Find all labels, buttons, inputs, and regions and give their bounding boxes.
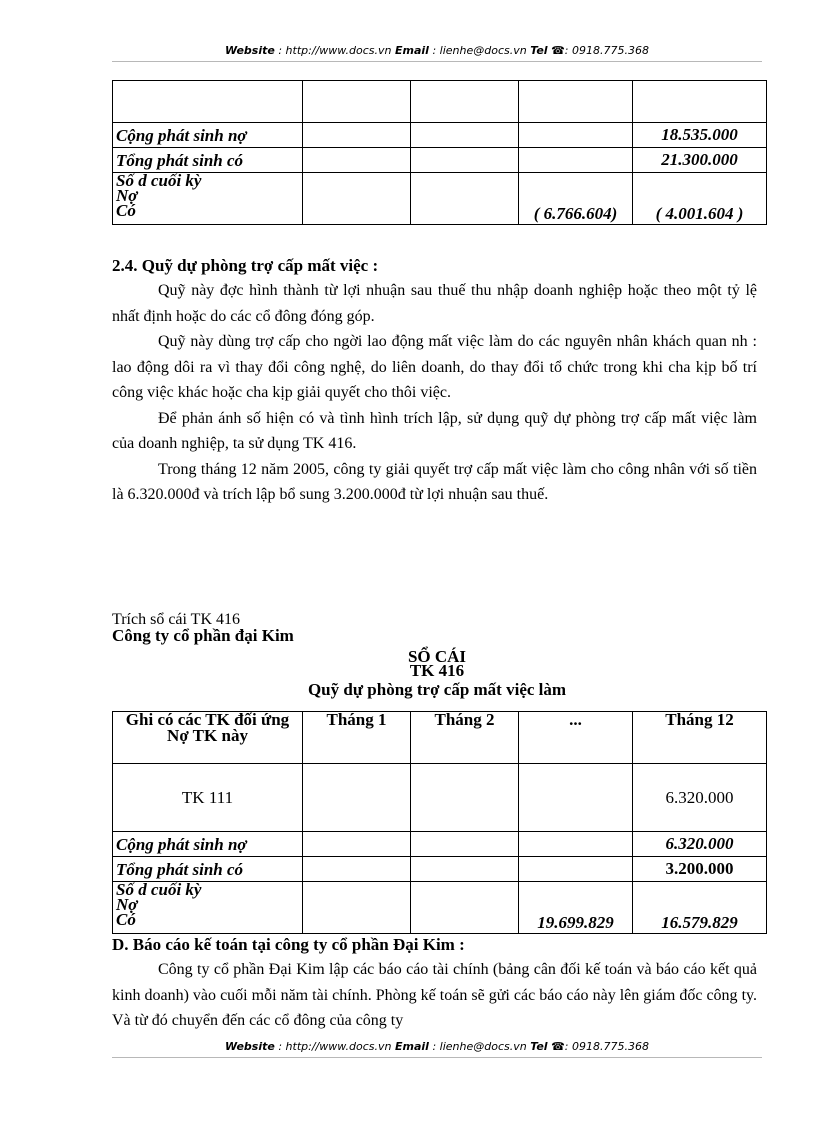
section-body <box>112 278 757 508</box>
col-header-month1: Tháng 1 <box>303 712 411 764</box>
ledger-subtitle: Quỹ dự phòng trợ cấp mất việc làm <box>307 680 567 699</box>
balance-debit: Nợ <box>116 186 138 205</box>
company-name: Công ty cổ phần đại Kim <box>112 626 294 645</box>
page-header <box>112 44 762 62</box>
col-header-ellipsis: ... <box>519 712 633 764</box>
paragraph: Quỹ này đợc hình thành từ lợi nhuận sau thuế thu nhập doanh nghiệp hoặc theo một tỷ lệ nhất định hoặc do các cổ đông đóng góp. <box>112 282 757 325</box>
page-footer <box>112 1040 762 1058</box>
balance-value-col4: ( 6.766.604) <box>519 173 633 225</box>
debit-total-value: 6.320.000 <box>633 832 767 857</box>
paragraph: Quỹ này dùng trợ cấp cho ngời lao động mất việc làm do các nguyên nhân khách quan nh : lao động dôi ra vì thay đổi công nghệ, do liên doanh, do thay đổi tổ chức trong khi cha kịp bố trí công việc khác hoặc cha kịp giải quyết cho thôi việc. <box>112 333 757 401</box>
section-d-title: D. Báo cáo kế toán tại công ty cổ phần Đại Kim : <box>112 935 465 954</box>
credit-total-label: Tổng phát sinh có <box>113 148 303 173</box>
table-row <box>113 832 767 857</box>
email-link[interactable]: : lienhe@docs.vn <box>432 1040 527 1053</box>
credit-total-label: Tổng phát sinh có <box>113 857 303 882</box>
section-d-body <box>112 957 757 1034</box>
balance-cell <box>113 882 303 934</box>
website-link[interactable]: : http://www.docs.vn <box>278 44 392 57</box>
website-link[interactable]: : http://www.docs.vn <box>278 1040 392 1053</box>
paragraph: Để phản ánh số hiện có và tình hình trích lập, sử dụng quỹ dự phòng trợ cấp mất việc làm của doanh nghiệp, ta sử dụng TK 416. <box>112 409 757 452</box>
balance-value-col3: 19.699.829 <box>519 882 633 934</box>
account-cell: TK 111 <box>113 764 303 832</box>
ledger-title <box>112 647 762 680</box>
balance-label: Số d cuối kỳ <box>116 171 202 190</box>
account-value: 6.320.000 <box>633 764 767 832</box>
paragraph: Công ty cổ phần Đại Kim lập các báo cáo tài chính (bảng cân đối kế toán và báo cáo kết quả kinh doanh) vào cuối mỗi năm tài chính. Phòng kế toán sẽ gửi các báo cáo này lên giám đốc công ty. Và từ đó chuyển đến các cổ đông của công ty <box>112 961 757 1029</box>
balance-credit: Có <box>116 201 136 220</box>
email-label: Email <box>395 44 429 57</box>
table-row <box>113 857 767 882</box>
balance-credit: Có <box>116 910 136 929</box>
table-row <box>113 81 767 123</box>
credit-total-value: 21.300.000 <box>633 148 767 173</box>
ledger-table-continued <box>112 80 767 225</box>
balance-value-col4: 16.579.829 <box>633 882 767 934</box>
table-row <box>113 764 767 832</box>
extract-label: Trích sổ cái TK 416 <box>112 611 240 628</box>
balance-debit: Nợ <box>116 895 138 914</box>
col-header-month2: Tháng 2 <box>411 712 519 764</box>
phone-icon: ☎ <box>551 1040 565 1053</box>
col-header-account: Ghi có các TK đối ứng Nợ TK này <box>113 712 303 764</box>
ledger-title-main: SỔ CÁI <box>407 647 467 666</box>
debit-total-label: Cộng phát sinh nợ <box>113 832 303 857</box>
email-label: Email <box>395 1040 429 1053</box>
tel-label: Tel <box>530 1040 548 1053</box>
credit-total-value: 3.200.000 <box>633 857 767 882</box>
website-label: Website <box>225 44 275 57</box>
website-label: Website <box>225 1040 275 1053</box>
balance-cell <box>113 173 303 225</box>
table-header-row <box>113 712 767 764</box>
email-link[interactable]: : lienhe@docs.vn <box>432 44 527 57</box>
table-row <box>113 173 767 225</box>
table-row <box>113 882 767 934</box>
phone-icon: ☎ <box>551 44 565 57</box>
section-title: 2.4. Quỹ dự phòng trợ cấp mất việc : <box>112 256 379 275</box>
tel-value: : 0918.775.368 <box>564 1040 649 1053</box>
tel-label: Tel <box>530 44 548 57</box>
debit-total-value: 18.535.000 <box>633 123 767 148</box>
ledger-title-account: TK 416 <box>409 661 465 680</box>
balance-label: Số d cuối kỳ <box>116 880 202 899</box>
col-header-month12: Tháng 12 <box>633 712 767 764</box>
table-row <box>113 148 767 173</box>
table-row <box>113 123 767 148</box>
balance-value-col5: ( 4.001.604 ) <box>633 173 767 225</box>
debit-total-label: Cộng phát sinh nợ <box>113 123 303 148</box>
paragraph: Trong tháng 12 năm 2005, công ty giải quyết trợ cấp mất việc làm cho công nhân với số tiền là 6.320.000đ và trích lập bổ sung 3.200.000đ từ lợi nhuận sau thuế. <box>112 460 757 503</box>
tel-value: : 0918.775.368 <box>564 44 649 57</box>
ledger-table-416 <box>112 711 767 934</box>
